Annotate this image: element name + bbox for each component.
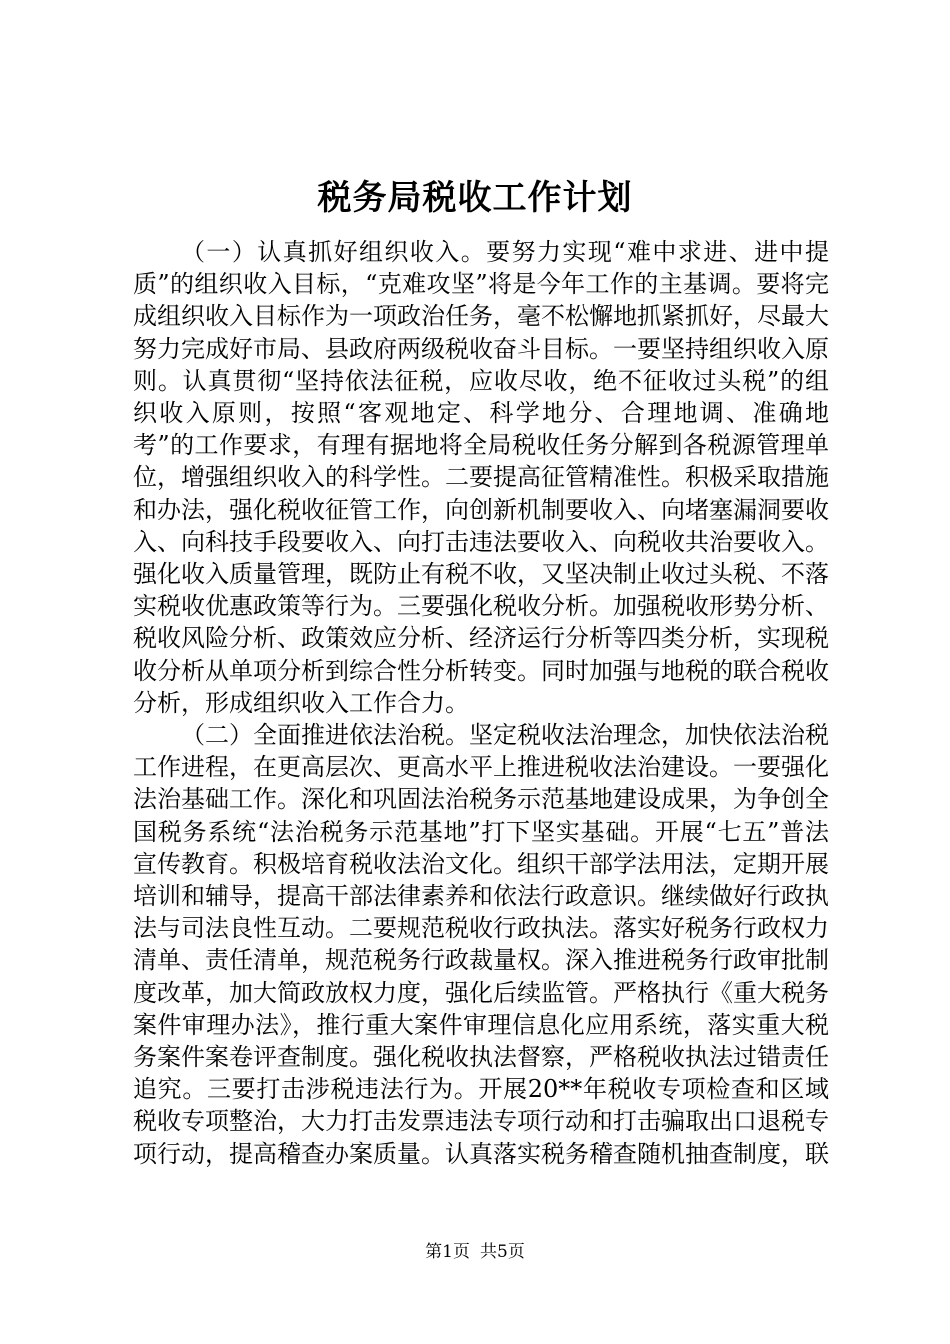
document-title: 税务局税收工作计划 — [317, 178, 633, 218]
document-body — [133, 236, 829, 1170]
page-count: 共5页 — [480, 1242, 525, 1262]
page-footer — [0, 1241, 950, 1263]
paragraph-2: （二）全面推进依法治税。坚定税收法治理念，加快依法治税工作进程，在更高层次、更高水平上推进税收法治建设。一要强化法治基础工作。深化和巩固法治税务示范基地建设成果，为争创全国税务系统“法治税务示范基地”打下坚实基础。开展“七五”普法宣传教育。积极培育税收法治文化。组织干部学法用法，定期开展培训和辅导，提高干部法律素养和依法行政意识。继续做好行政执法与司法良性互动。二要规范税收行政执法。落实好税务行政权力清单、责任清单，规范税务行政裁量权。深入推进税务行政审批制度改革，加大简政放权力度，强化后续监管。严格执行《重大税务案件审理办法》，推行重大案件审理信息化应用系统，落实重大税务案件案卷评查制度。强化税收执法督察，严格税收执法过错责任追究。三要打击涉税违法行为。开展20**年税收专项检查和区域税收专项整治，大力打击发票违法专项行动和打击骗取出口退税专项行动，提高稽查办案质量。认真落实税务稽查随机抽查制度，联 — [133, 721, 829, 1168]
page-number: 第1页 — [425, 1242, 470, 1262]
paragraph-1: （一）认真抓好组织收入。要努力实现“难中求进、进中提质”的组织收入目标，“克难攻坚”将是今年工作的主基调。要将完成组织收入目标作为一项政治任务，毫不松懈地抓紧抓好，尽最大努力完成好市局、县政府两级税收奋斗目标。一要坚持组织收入原则。认真贯彻“坚持依法征税，应收尽收，绝不征收过头税”的组织收入原则，按照“客观地定、科学地分、合理地调、准确地考”的工作要求，有理有据地将全局税收任务分解到各税源管理单位，增强组织收入的科学性。二要提高征管精准性。积极采取措施和办法，强化税收征管工作，向创新机制要收入、向堵塞漏洞要收入、向科技手段要收入、向打击违法要收入、向税收共治要收入。强化收入质量管理，既防止有税不收，又坚决制止收过头税、不落实税收优惠政策等行为。三要强化税收分析。加强税收形势分析、税收风险分析、政策效应分析、经济运行分析等四类分析，实现税收分析从单项分析到综合性分析转变。同时加强与地税的联合税收分析，形成组织收入工作合力。 — [133, 238, 829, 717]
